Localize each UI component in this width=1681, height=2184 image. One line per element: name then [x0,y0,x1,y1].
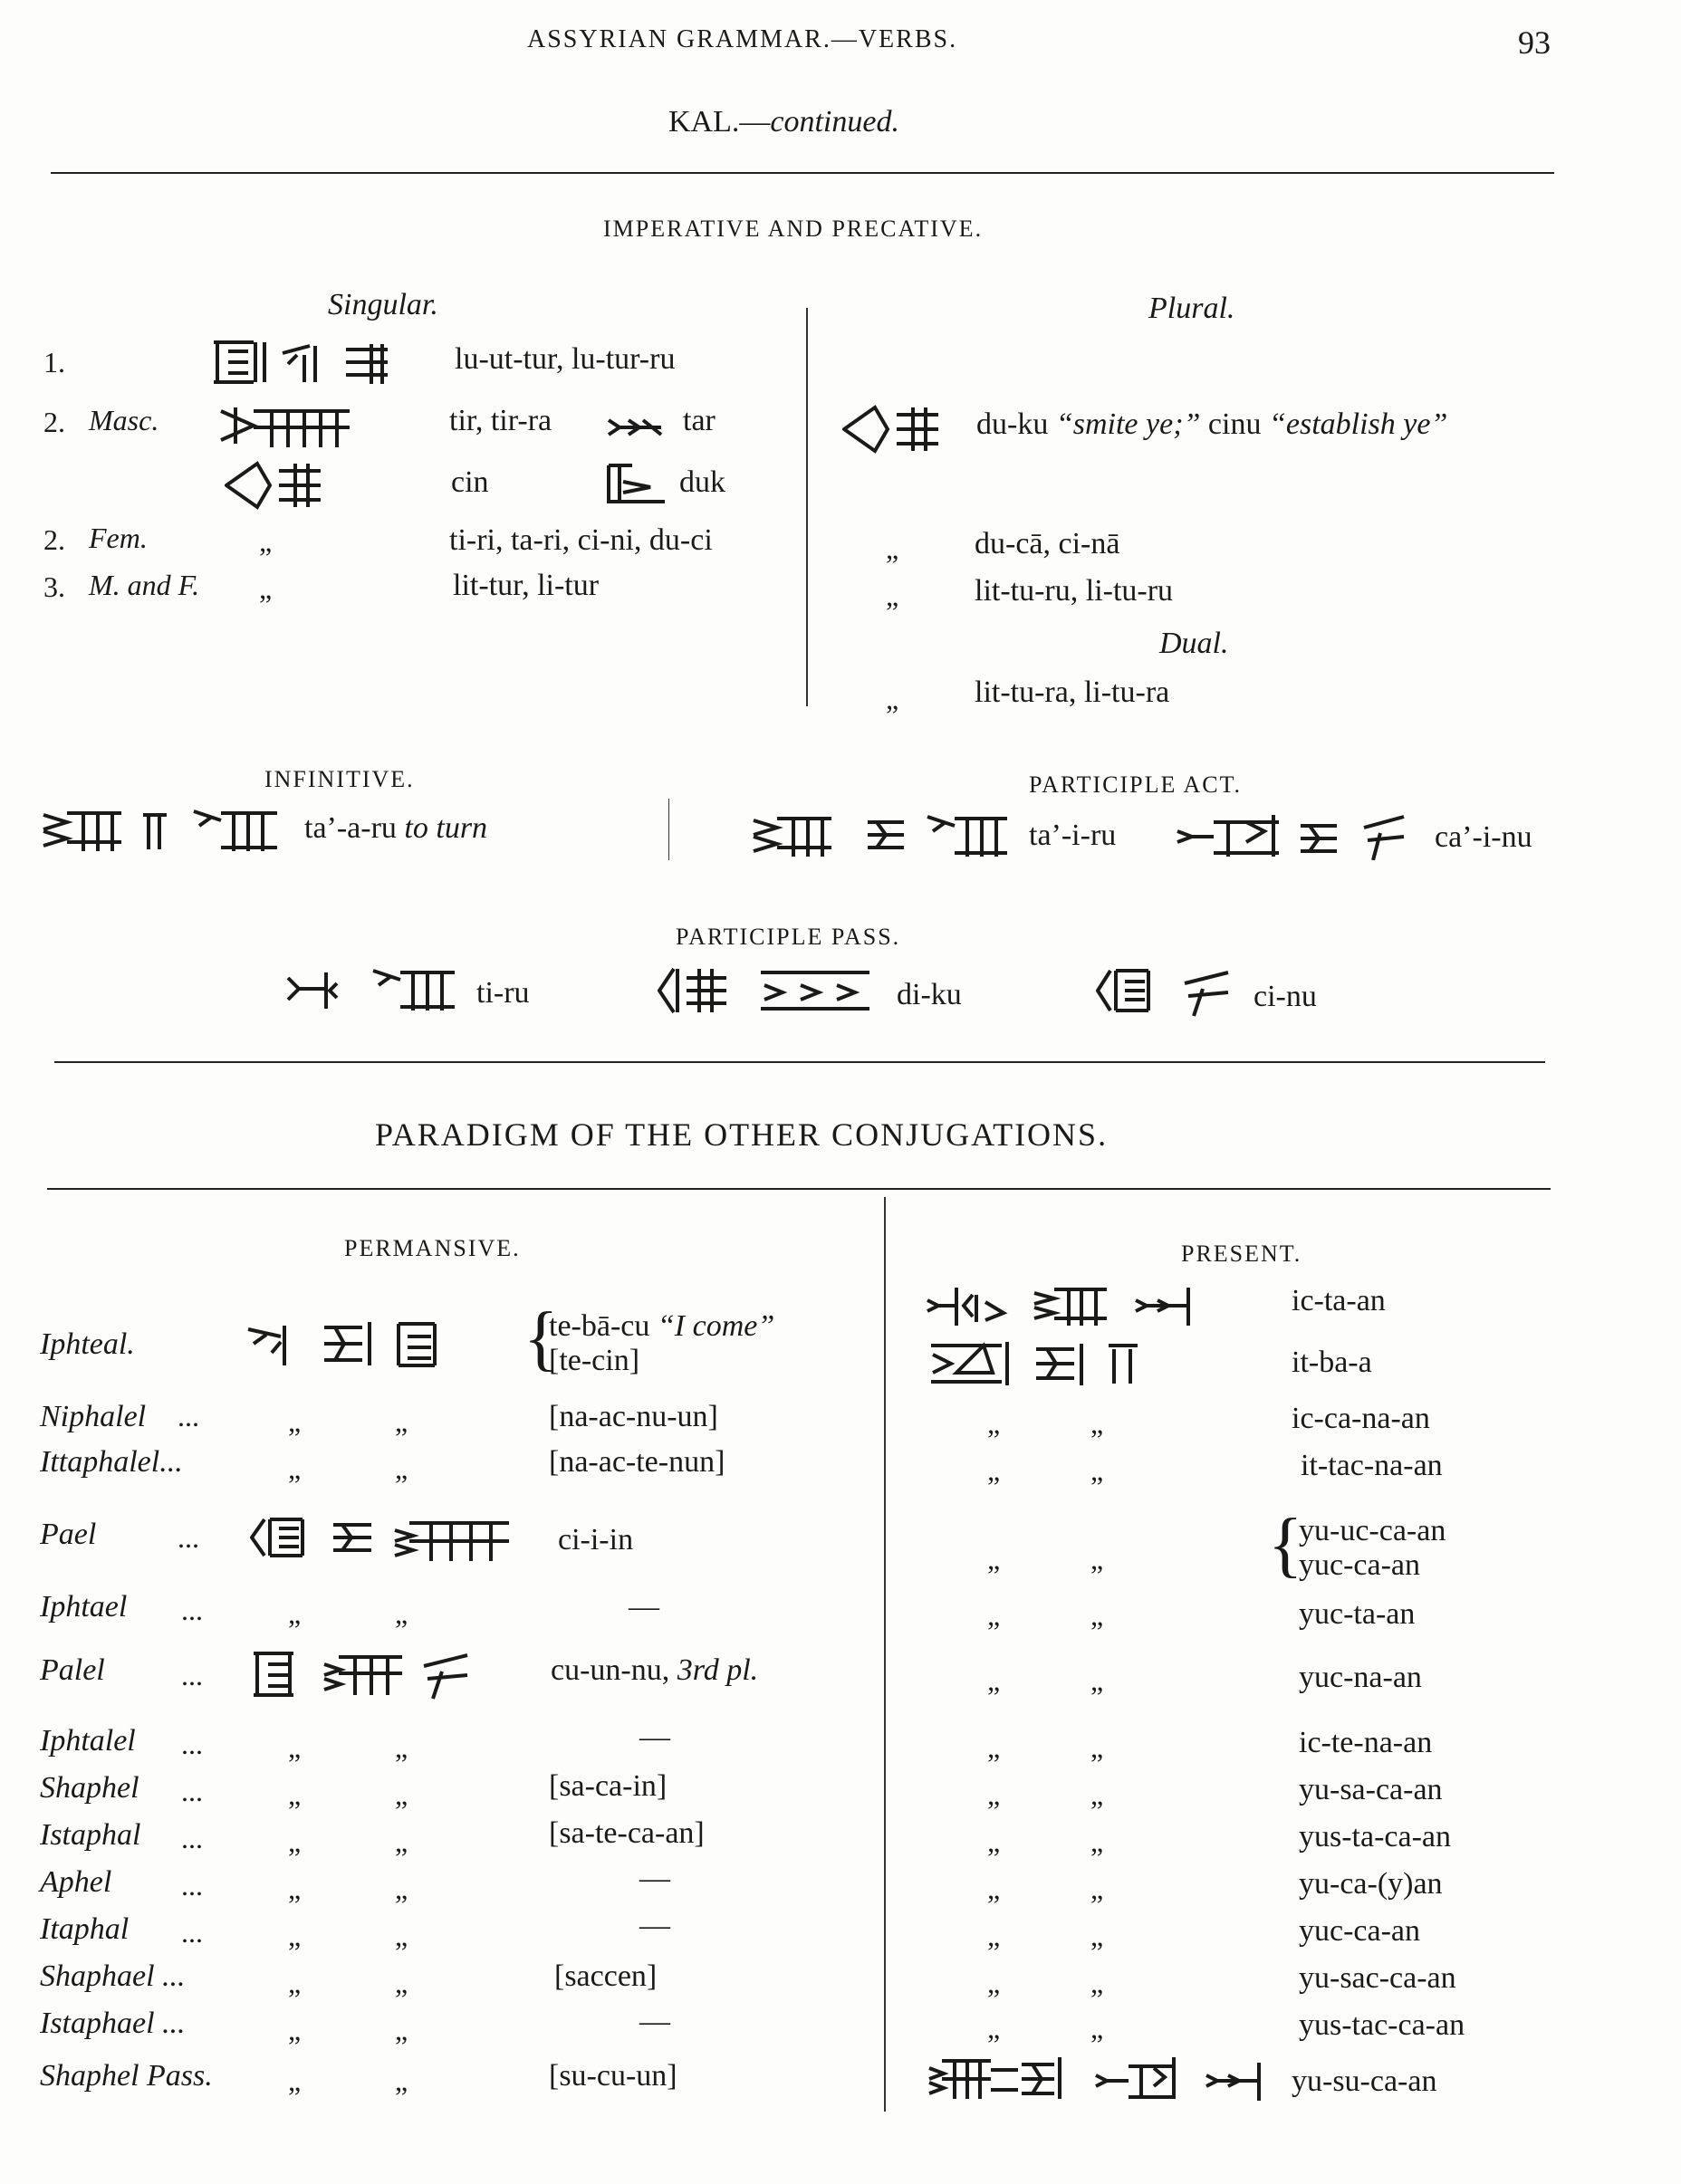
conjugation-name: Iphteal. [40,1327,135,1361]
person-number: 1. [43,346,65,378]
participle-pass-form: ti-ru [476,976,530,1010]
person-number: 2. [43,523,65,556]
section-continued: continued. [770,105,899,139]
conjugation-name [40,1959,186,1994]
cuneiform-glyph [286,963,458,1014]
section-title [668,105,899,139]
present-form: yu-su-ca-an [1292,2064,1437,2098]
conjugation-name: Niphalel [40,1400,147,1433]
conjugation-name: Istaphal [40,1818,141,1852]
conjugation-name: Iphtael [40,1590,128,1624]
ditto-mark: „ [288,2064,302,2097]
conjugation-name [40,2007,186,2041]
permansive-form: — [639,1862,670,1895]
ditto-mark: „ [288,1825,302,1858]
present-form: yus-tac-ca-an [1299,2008,1465,2042]
leader-dots: ... [178,1521,199,1554]
ditto-mark: „ [886,580,899,612]
ditto-mark: „ [1090,1778,1104,1811]
cuneiform-glyph [929,1336,1174,1391]
ditto-mark: „ [259,525,273,558]
ditto-mark: „ [395,2064,408,2097]
permansive-form: — [629,1590,659,1624]
ditto-mark: „ [288,1920,302,1952]
plural-form-a: du-ku [976,407,1056,441]
leader-dots: ... [162,2007,186,2040]
ditto-mark: „ [288,1967,302,1999]
paradigm-rule [47,1188,1551,1190]
participle-act-heading: PARTICIPLE ACT. [1029,771,1243,798]
permansive-form: ci-i-in [558,1523,634,1557]
conjugation-name: Aphel [40,1865,112,1899]
brace: { [1268,1505,1303,1585]
ditto-mark: „ [1090,1407,1104,1440]
leader-dots: ... [162,1959,186,1993]
cuneiform-glyph [217,400,353,451]
present-form: yu-sa-ca-an [1299,1773,1443,1806]
ditto-mark: „ [886,532,899,565]
ditto-mark: „ [395,2014,408,2046]
participle-pass-form: di-ku [897,978,962,1011]
ditto-mark: „ [987,1920,1001,1952]
permansive-form: [su-cu-un] [549,2059,677,2093]
brace: { [524,1298,559,1378]
permansive-form: [saccen] [554,1959,658,1993]
ditto-mark: „ [288,2014,302,2046]
leader-dots: ... [181,1916,203,1949]
ditto-mark: „ [288,1873,302,1905]
ditto-mark: „ [395,1825,408,1858]
person-number: 3. [43,570,65,603]
person-number: 2. [43,406,65,438]
permansive-form: — [639,1909,670,1942]
singular-form: lu-ut-tur, lu-tur-ru [455,342,676,376]
plural-form [976,407,1447,442]
leader-dots: ... [181,1869,203,1901]
conjugation-name: Iphtalel [40,1724,136,1758]
conjugation-name: Pael [40,1518,97,1551]
participle-pass-form: ci-nu [1254,980,1317,1013]
person-label: Fem. [89,522,148,554]
person-label: M. and F. [89,569,200,601]
cuneiform-glyph [225,460,324,511]
top-rule [51,172,1554,174]
present-form: ic-ca-na-an [1292,1402,1430,1435]
ditto-mark: „ [395,1731,408,1764]
conjugation-name: Palel [40,1653,105,1687]
plural-form-b: cinu [1200,407,1269,441]
plural-form: lit-tu-ru, li-tu-ru [975,574,1174,608]
section-name: KAL.— [668,105,771,139]
ditto-mark: „ [987,1778,1001,1811]
cuneiform-glyph [926,1277,1234,1331]
gloss: “establish ye” [1268,407,1448,441]
present-form: ic-te-na-an [1299,1726,1433,1759]
ditto-mark: „ [288,1731,302,1764]
conjugation-name [40,1445,183,1480]
cuneiform-glyph [750,809,1013,860]
dual-form: lit-tu-ra, li-tu-ra [975,675,1170,709]
permansive-form: [sa-te-ca-an] [549,1816,705,1850]
cuneiform-glyph [1096,963,1241,1018]
leader-dots: ... [181,1728,203,1760]
imperative-divider [806,308,808,706]
ordinal: 3rd [677,1653,719,1687]
plural-label: Plural. [1148,292,1235,325]
ditto-mark: „ [987,2012,1001,2045]
present-form: yuc-na-an [1299,1661,1422,1694]
leader-dots: ... [181,1822,203,1854]
ditto-mark: „ [987,1873,1001,1905]
cuneiform-glyph [1174,809,1418,860]
ditto-mark: „ [1090,1825,1104,1858]
ditto-mark: „ [395,1597,408,1630]
infinitive-gloss: to turn [404,811,488,845]
paradigm-divider [884,1197,886,2112]
cuneiform-glyph [245,1317,453,1371]
leader-dots: ... [159,1445,183,1479]
singular-form-extra: duk [679,465,725,499]
ditto-mark: „ [1090,1920,1104,1952]
ditto-mark: „ [288,1405,302,1438]
cuneiform-glyph [40,804,284,855]
ditto-mark: „ [288,1452,302,1485]
permansive-form: [na-ac-nu-un] [549,1400,718,1433]
ditto-mark: „ [886,683,899,715]
ditto-mark: „ [987,1407,1001,1440]
ditto-mark: „ [987,1454,1001,1487]
conjugation-label: Shaphael [40,1959,155,1993]
imperative-heading: IMPERATIVE AND PRECATIVE. [603,216,984,242]
participle-pass-heading: PARTICIPLE PASS. [676,924,901,950]
participle-act-form: ta’-i-ru [1029,819,1117,852]
cuneiform-glyph [927,2052,1281,2103]
plural-abbrev: pl. [726,1653,759,1687]
ditto-mark: „ [395,1405,408,1438]
present-form: yu-uc-ca-an [1299,1514,1446,1547]
present-form: yuc-ca-an [1299,1914,1421,1948]
ditto-mark: „ [1090,1731,1104,1764]
ditto-mark: „ [288,1778,302,1811]
ditto-mark: „ [987,1967,1001,1999]
ditto-mark: „ [987,1599,1001,1632]
present-form: yuc-ca-an [1299,1548,1421,1582]
infinitive-form [304,811,487,846]
cuneiform-glyph [250,1512,513,1563]
infinitive-divider [668,799,669,860]
conjugation-name: Itaphal [40,1912,130,1946]
present-form: it-ba-a [1292,1346,1372,1379]
ditto-mark: „ [1090,1599,1104,1632]
cuneiform-glyph [250,1646,476,1700]
singular-form: tir, tir-ra [449,404,552,437]
leader-dots: ... [181,1775,203,1807]
person-label: Masc. [89,404,159,436]
leader-dots: ... [181,1594,203,1626]
permansive-form [549,1309,774,1344]
permansive-form: — [639,2005,670,2038]
ditto-mark: „ [987,1543,1001,1576]
running-title: ASSYRIAN GRAMMAR.—VERBS. [527,25,958,53]
dual-label: Dual. [1159,627,1229,660]
ditto-mark: „ [1090,1967,1104,1999]
plural-form: du-cā, ci-nā [975,527,1120,560]
singular-form: lit-tur, li-tur [453,569,600,602]
conjugation-label: Ittaphalel [40,1445,160,1479]
present-form: ic-ta-an [1292,1284,1386,1317]
present-form: yuc-ta-an [1299,1597,1416,1631]
present-heading: PRESENT. [1181,1240,1302,1267]
singular-form: cin [451,465,489,499]
leader-dots: ... [178,1400,199,1432]
ditto-mark: „ [395,1920,408,1952]
ditto-mark: „ [395,1778,408,1811]
ditto-mark: „ [987,1825,1001,1858]
conjugation-label: Istaphael [40,2007,155,2040]
permansive-form: — [639,1720,670,1754]
ditto-mark: „ [395,1873,408,1905]
infinitive-text: ta’-a-ru [304,811,397,845]
ditto-mark: „ [1090,1664,1104,1697]
paradigm-title: PARADIGM OF THE OTHER CONJUGATIONS. [375,1116,1109,1153]
conjugation-name: Shaphel Pass. [40,2059,213,2093]
ditto-mark: „ [1090,2012,1104,2045]
cuneiform-glyph [607,415,665,440]
singular-form: ti-ri, ta-ri, ci-ni, du-ci [449,523,713,557]
cuneiform-glyph [210,337,427,388]
ditto-mark: „ [987,1731,1001,1764]
cuneiform-glyph [842,404,942,455]
participle-act-form: ca’-i-nu [1435,820,1532,854]
ditto-mark: „ [395,1967,408,1999]
ditto-mark: „ [987,1664,1001,1697]
conjugation-name: Shaphel [40,1771,139,1805]
permansive-text: cu-un-nu, [551,1653,670,1687]
singular-label: Singular. [328,288,438,321]
permansive-text: te-bā-cu [549,1309,658,1343]
cuneiform-glyph [605,460,668,507]
ditto-mark: „ [259,572,273,605]
cuneiform-glyph [656,963,873,1018]
present-form: yu-sac-ca-an [1299,1961,1456,1995]
page-number: 93 [1518,24,1551,61]
ditto-mark: „ [395,1452,408,1485]
ditto-mark: „ [1090,1543,1104,1576]
permansive-form: [te-cin] [549,1344,640,1377]
permansive-form: [na-ac-te-nun] [549,1445,725,1479]
leader-dots: ... [181,1659,203,1691]
present-form: it-tac-na-an [1301,1449,1443,1482]
ditto-mark: „ [288,1597,302,1630]
ditto-mark: „ [1090,1454,1104,1487]
mid-rule [54,1061,1545,1063]
singular-form-extra: tar [683,404,716,437]
gloss: “I come” [657,1309,775,1343]
ditto-mark: „ [1090,1873,1104,1905]
permansive-form [551,1653,758,1688]
present-form: yus-ta-ca-an [1299,1820,1452,1854]
infinitive-heading: INFINITIVE. [264,766,415,792]
permansive-heading: PERMANSIVE. [344,1235,521,1261]
present-form: yu-ca-(y)an [1299,1867,1443,1901]
gloss: “smite ye;” [1055,407,1201,441]
permansive-form: [sa-ca-in] [549,1769,668,1803]
